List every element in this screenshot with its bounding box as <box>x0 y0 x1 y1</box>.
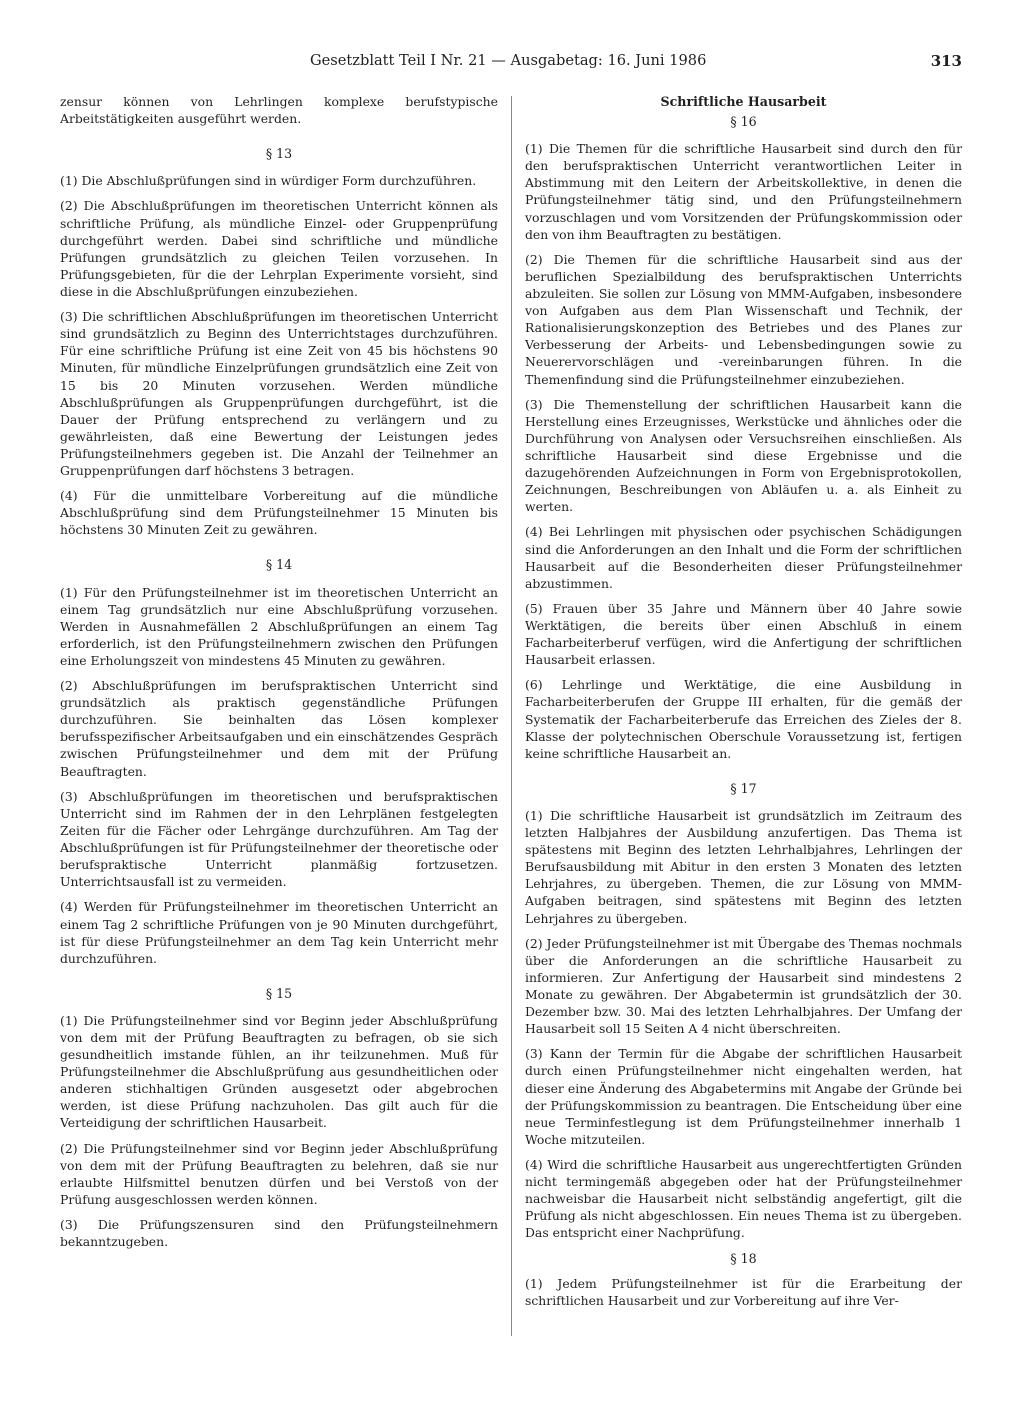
section-16-paragraph-3: (3) Die Themenstellung der schriftlichen Hausarbeit kann die Herstellung eines Erzeugnisses, Werkstücke und ähnliches oder die Durchführung von Analysen oder Versuchsreihen einschließen. Als schriftliche Hausarbeit sind diese Ergebnisse und die dazugehörenden Aufzeichnungen in Form von Ergebnisprotokollen, Zeichnungen, Beschreibungen von Abläufen u. a. als Einheit zu werten. <box>525 396 962 515</box>
section-14-paragraph-3: (3) Abschlußprüfungen im theoretischen und berufspraktischen Unterricht sind im Rahmen der in den Lehrplänen festgelegten Zeiten für die Fächer oder Lehrgänge durchzuführen. Am Tag der Abschlußprüfungen ist für Prüfungsteilnehmer der theoretische oder berufspraktische Unterricht planmäßig fortzusetzen. Unterrichtsausfall ist zu vermeiden. <box>60 788 498 890</box>
section-18-paragraph-1: (1) Jedem Prüfungsteilnehmer ist für die Erarbeitung der schriftlichen Hausarbeit und zur Vorbereitung auf ihre Ver- <box>525 1275 962 1308</box>
chapter-heading: Schriftliche Hausarbeit <box>660 94 827 109</box>
section-13-heading: § 13 <box>265 146 293 162</box>
section-17-paragraph-4: (4) Wird die schriftliche Hausarbeit aus ungerechtfertigten Gründen nicht termingemäß abgegeben oder hat der Prüfungsteilnehmer nachweisbar die Hausarbeit nicht selbständig angefertigt, gilt die Prüfung als nicht abgeschlossen. Ein neues Thema ist zu übergeben. Das entspricht einer Nachprüfung. <box>525 1157 962 1241</box>
section-14-heading: § 14 <box>265 557 293 573</box>
section-16-paragraph-5: (5) Frauen über 35 Jahre und Männern über 40 Jahre sowie Werktätigen, die bereits über einen Abschluß in einem Facharbeiterberuf verfügen, wird die Anfertigung der schriftlichen Hausarbeit erlassen. <box>525 600 962 668</box>
section-16-paragraph-6: (6) Lehrlinge und Werktätige, die eine Ausbildung in Facharbeiterberufen der Gruppe III erhalten, für die gemäß der Systematik der Facharbeiterberufe das Erreichen des Zieles der 8. Klasse der polytechnischen Oberschule Voraussetzung ist, fertigen keine schriftliche Hausarbeit an. <box>525 677 962 761</box>
section-14-paragraph-4: (4) Werden für Prüfungsteilnehmer im theoretischen Unterricht an einem Tag 2 schriftliche Prüfungen von je 90 Minuten durchgeführt, ist für diese Prüfungsteilnehmer an dem Tag kein Unterricht mehr durchzuführen. <box>60 899 498 966</box>
section-16-heading: § 16 <box>730 114 757 130</box>
section-13-paragraph-1: (1) Die Abschlußprüfungen sind in würdiger Form durchzuführen. <box>60 173 477 189</box>
section-13-paragraph-4: (4) Für die unmittelbare Vorbereitung auf die mündliche Abschlußprüfung sind dem Prüfungsteilnehmer 15 Minuten bis höchstens 30 Minuten Zeit zu gewähren. <box>60 488 498 538</box>
section-16-paragraph-2: (2) Die Themen für die schriftliche Hausarbeit sind aus der beruflichen Spezialbildung des berufspraktischen Unterrichts abzuleiten. Sie sollen zur Lösung von MMM-Aufgaben, insbesondere von Aufgaben aus dem Plan Wissenschaft und Technik, der Rationalisierungskonzeption des Betriebes und des Planes zur Verbesserung der Arbeits- und Lebensbedingungen sowie zu Neuerervorschlägen und -vereinbarungen führen. In die Themenfindung sind die Prüfungsteilnehmer einzubeziehen. <box>525 251 962 387</box>
left-column <box>60 93 498 1258</box>
section-14-paragraph-1: (1) Für den Prüfungsteilnehmer ist im theoretischen Unterricht an einem Tag grundsätzlich nur eine Abschlußprüfung vorzusehen. Werden in Ausnahmefällen 2 Abschlußprüfungen an einem Tag erforderlich, ist den Prüfungsteilnehmern zwischen den Prüfungen eine Erholungszeit von mindestens 45 Minuten zu gewähren. <box>60 584 498 668</box>
section-16-paragraph-1: (1) Die Themen für die schriftliche Hausarbeit sind durch den für den berufspraktischen Unterricht verantwortlichen Leiter in Abstimmung mit den Leitern der Arbeitskollektive, in denen die Prüfungsteilnehmer tätig sind, und den Prüfungsteilnehmern vorzuschlagen und vom Vorsitzenden der Prüfungskommission oder den von ihm Beauftragten zu bestätigen. <box>525 141 962 242</box>
section-13-paragraph-3: (3) Die schriftlichen Abschlußprüfungen im theoretischen Unterricht sind grundsätzlich zu Beginn des Unterrichtstages durchzuführen. Für eine schriftliche Prüfung ist eine Zeit von 45 bis höchstens 90 Minuten, für mündliche Einzelprüfungen grundsätzlich eine Zeit von 15 bis 20 Minuten vorzusehen. Werden mündliche Abschlußprüfungen als Gruppenprüfungen durchgeführt, ist die Dauer der Prüfung entsprechend zu verlängern und zu gewährleisten, daß eine Bewertung der Leistungen jedes Prüfungsteilnehmers gegeben ist. Die Anzahl der Teilnehmer an Gruppenprüfungen darf höchstens 3 betragen. <box>60 309 498 478</box>
section-17-paragraph-3: (3) Kann der Termin für die Abgabe der schriftlichen Hausarbeit durch einen Prüfungsteilnehmer nicht eingehalten werden, hat dieser eine Änderung des Abgabetermins mit Angabe der Gründe bei der Prüfungskommission zu beantragen. Die Entscheidung über eine neue Terminfestlegung ist dem Prüfungsteilnehmer innerhalb 1 Woche mitzuteilen. <box>525 1046 962 1147</box>
section-18-heading: § 18 <box>730 1250 757 1266</box>
section-13-paragraph-2: (2) Die Abschlußprüfungen im theoretischen Unterricht können als schriftliche Prüfung, als mündliche Einzel- oder Gruppenprüfung durchgeführt werden. Dabei sind schriftliche und mündliche Prüfungen grundsätzlich zu gleichen Teilen vorzusehen. In Prüfungsgebieten, für die der Lehrplan Experimente vorsieht, sind diese in die Abschlußprüfungen einzubeziehen. <box>60 198 498 299</box>
page-number: 313 <box>930 52 962 70</box>
page-header <box>60 52 962 78</box>
section-16-paragraph-4: (4) Bei Lehrlingen mit physischen oder psychischen Schädigungen sind die Anforderungen an den Inhalt und die Form der schriftlichen Hausarbeit auf die Besonderheiten dieser Prüfungsteilnehmer abzustimmen. <box>525 524 962 591</box>
section-17-paragraph-2: (2) Jeder Prüfungsteilnehmer ist mit Übergabe des Themas nochmals über die Anforderungen an die schriftliche Hausarbeit zu informieren. Zur Anfertigung der Hausarbeit sind mindestens 2 Monate zu gewähren. Der Abgabetermin ist grundsätzlich der 30. Dezember bzw. 30. Mai des letzten Lehrhalbjahres. Der Umfang der Hausarbeit soll 15 Seiten A 4 nicht überschreiten. <box>525 935 962 1037</box>
section-15-paragraph-1: (1) Die Prüfungsteilnehmer sind vor Beginn jeder Abschlußprüfung von dem mit der Prüfung Beauftragten zu befragen, ob sie sich gesundheitlich imstande fühlen, an ihr teilzunehmen. Muß für Prüfungsteilnehmer die Abschlußprüfung aus gesundheitlichen oder anderen stichhaltigen Gründen ausgesetzt oder abgebrochen werden, ist diese Prüfung nachzuholen. Das gilt auch für die Verteidigung der schriftlichen Hausarbeit. <box>60 1012 498 1131</box>
section-15-paragraph-2: (2) Die Prüfungsteilnehmer sind vor Beginn jeder Abschlußprüfung von dem mit der Prüfung Beauftragten zu belehren, daß sie nur erlaubte Hilfsmittel benutzen dürfen und bei Verstoß von der Prüfung ausgeschlossen werden können. <box>60 1140 498 1207</box>
section-17-paragraph-1: (1) Die schriftliche Hausarbeit ist grundsätzlich im Zeitraum des letzten Halbjahres der Ausbildung anzufertigen. Das Thema ist spätestens mit Beginn des letzten Lehrhalbjahres, Lehrlingen der Berufsausbildung mit Abitur in den ersten 3 Monaten des letzten Lehrjahres, zu übergeben. Themen, die zur Lösung von MMM-Aufgaben beitragen, sind spätestens mit Beginn des letzten Lehrjahres zu übergeben. <box>525 807 962 926</box>
right-column <box>525 93 962 1317</box>
paragraph: zensur können von Lehrlingen komplexe berufstypische Arbeitstätigkeiten ausgeführt werden. <box>60 94 498 127</box>
column-divider <box>511 96 512 1336</box>
running-header: Gesetzblatt Teil I Nr. 21 — Ausgabetag: 16. Juni 1986 <box>310 52 707 69</box>
section-14-paragraph-2: (2) Abschlußprüfungen im berufspraktischen Unterricht sind grundsätzlich als praktisch gegenständliche Prüfungen durchzuführen. Sie beinhalten das Lösen komplexer berufsspezifischer Arbeitsaufgaben und ein einschätzendes Gespräch zwischen Prüfungsteilnehmer und dem mit der Prüfung Beauftragten. <box>60 678 498 779</box>
section-15-heading: § 15 <box>265 985 293 1001</box>
section-15-paragraph-3: (3) Die Prüfungszensuren sind den Prüfungsteilnehmern bekanntzugeben. <box>60 1217 498 1250</box>
section-17-heading: § 17 <box>730 780 757 796</box>
